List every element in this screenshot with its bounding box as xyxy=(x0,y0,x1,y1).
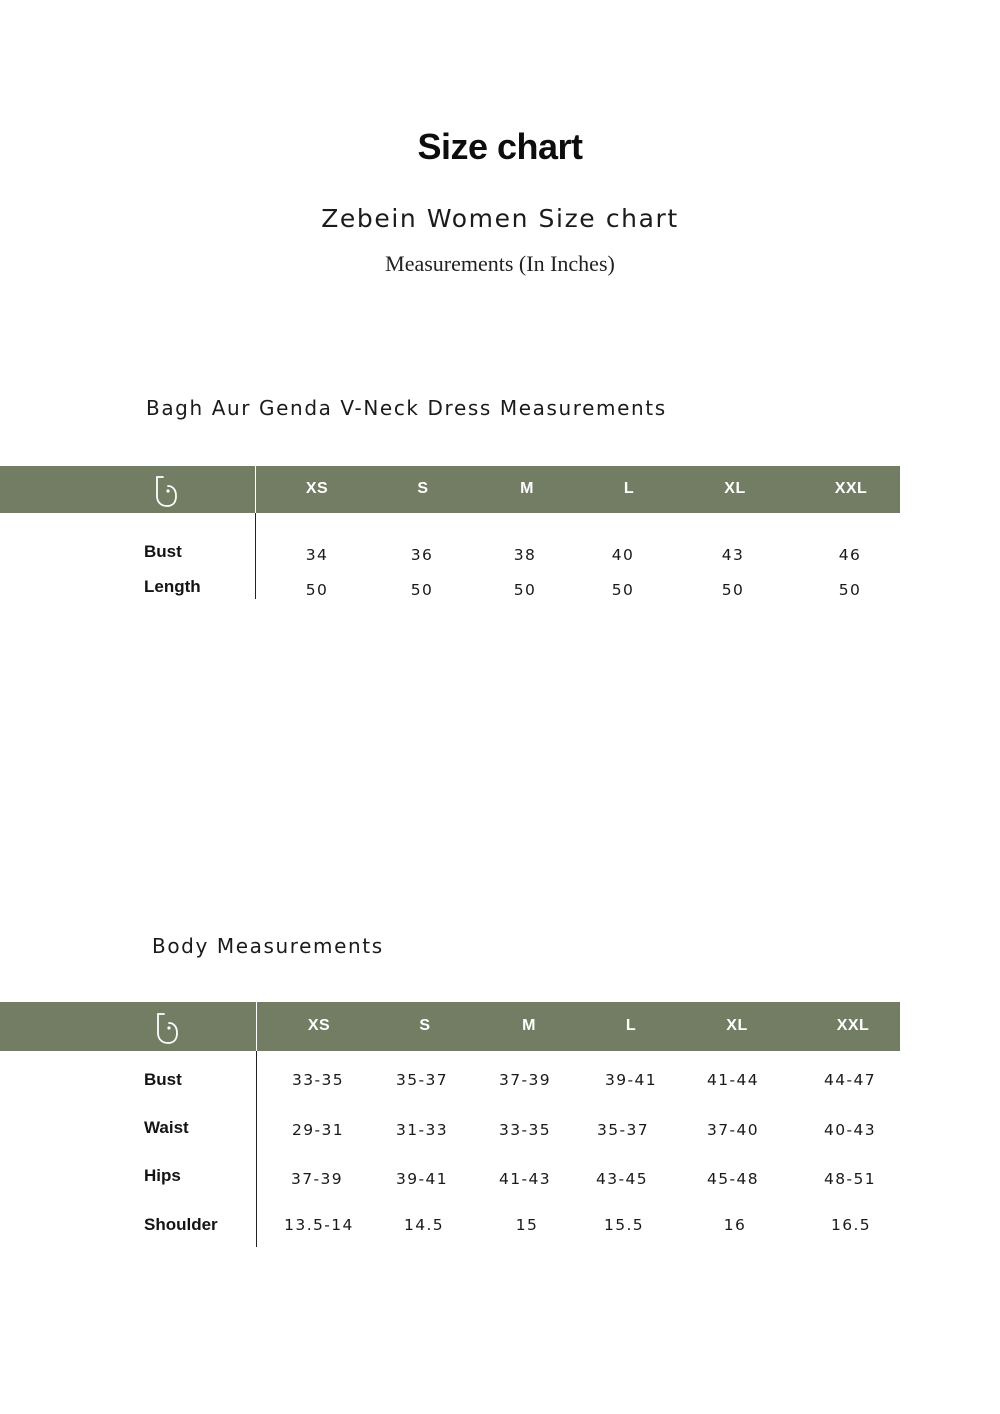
body-cell: 40-43 xyxy=(823,1121,877,1139)
hanger-icon xyxy=(152,474,180,508)
dress-size-m: M xyxy=(520,480,534,497)
dress-cell: 34 xyxy=(305,546,329,564)
body-cell: 15 xyxy=(515,1216,539,1234)
body-size-xl: XL xyxy=(726,1017,748,1034)
dress-size-xs: XS xyxy=(305,480,329,497)
dress-row-label-bust: Bust xyxy=(144,542,182,561)
body-cell: 37-39 xyxy=(498,1071,552,1089)
dress-size-xl: XL xyxy=(724,480,746,497)
body-size-xxl: XXL xyxy=(836,1017,870,1034)
dress-body-divider xyxy=(255,513,256,599)
body-row-label-hips: Hips xyxy=(144,1166,181,1185)
page-title: Size chart xyxy=(417,126,583,167)
dress-cell: 50 xyxy=(611,581,635,599)
body-cell: 39-41 xyxy=(395,1170,449,1188)
body-size-l: L xyxy=(625,1017,637,1034)
body-size-m: M xyxy=(522,1017,536,1034)
body-cell: 33-35 xyxy=(291,1071,345,1089)
dress-cell: 36 xyxy=(410,546,434,564)
body-cell: 31-33 xyxy=(395,1121,449,1139)
body-cell: 44-47 xyxy=(823,1071,877,1089)
dress-cell: 38 xyxy=(513,546,537,564)
body-size-xs: XS xyxy=(307,1017,331,1034)
body-cell: 48-51 xyxy=(823,1170,877,1188)
body-row-label-shoulder: Shoulder xyxy=(144,1215,218,1234)
hanger-icon xyxy=(153,1011,181,1045)
body-cell: 37-39 xyxy=(290,1170,344,1188)
dress-cell: 46 xyxy=(838,546,862,564)
dress-size-xxl: XXL xyxy=(834,480,868,497)
measurement-note: Measurements (In Inches) xyxy=(385,251,615,276)
body-cell: 35-37 xyxy=(596,1121,650,1139)
body-cell: 13.5-14 xyxy=(284,1216,354,1234)
body-table-divider xyxy=(256,1051,257,1247)
body-header-divider xyxy=(256,1002,257,1051)
body-table-heading: Body Measurements xyxy=(152,934,384,958)
dress-size-s: S xyxy=(417,480,429,497)
dress-cell: 50 xyxy=(838,581,862,599)
body-cell: 39-41 xyxy=(604,1071,658,1089)
dress-header-divider xyxy=(255,466,256,513)
dress-cell: 50 xyxy=(305,581,329,599)
dress-cell: 50 xyxy=(410,581,434,599)
body-cell: 41-43 xyxy=(498,1170,552,1188)
body-cell: 45-48 xyxy=(706,1170,760,1188)
body-row-label-bust: Bust xyxy=(144,1070,182,1089)
dress-cell: 50 xyxy=(721,581,745,599)
dress-cell: 50 xyxy=(513,581,537,599)
body-cell: 29-31 xyxy=(291,1121,345,1139)
body-cell: 15.5 xyxy=(603,1216,645,1234)
body-row-label-waist: Waist xyxy=(144,1118,189,1137)
page-subtitle: Zebein Women Size chart xyxy=(321,204,679,233)
body-cell: 33-35 xyxy=(498,1121,552,1139)
body-cell: 14.5 xyxy=(403,1216,445,1234)
body-cell: 37-40 xyxy=(706,1121,760,1139)
body-cell: 41-44 xyxy=(706,1071,760,1089)
dress-table-heading: Bagh Aur Genda V-Neck Dress Measurements xyxy=(146,396,667,420)
body-cell: 16.5 xyxy=(830,1216,872,1234)
dress-row-label-length: Length xyxy=(144,577,201,596)
body-cell: 16 xyxy=(723,1216,747,1234)
body-size-s: S xyxy=(419,1017,431,1034)
body-cell: 35-37 xyxy=(395,1071,449,1089)
body-cell: 43-45 xyxy=(595,1170,649,1188)
dress-cell: 40 xyxy=(611,546,635,564)
dress-cell: 43 xyxy=(721,546,745,564)
dress-size-l: L xyxy=(623,480,635,497)
